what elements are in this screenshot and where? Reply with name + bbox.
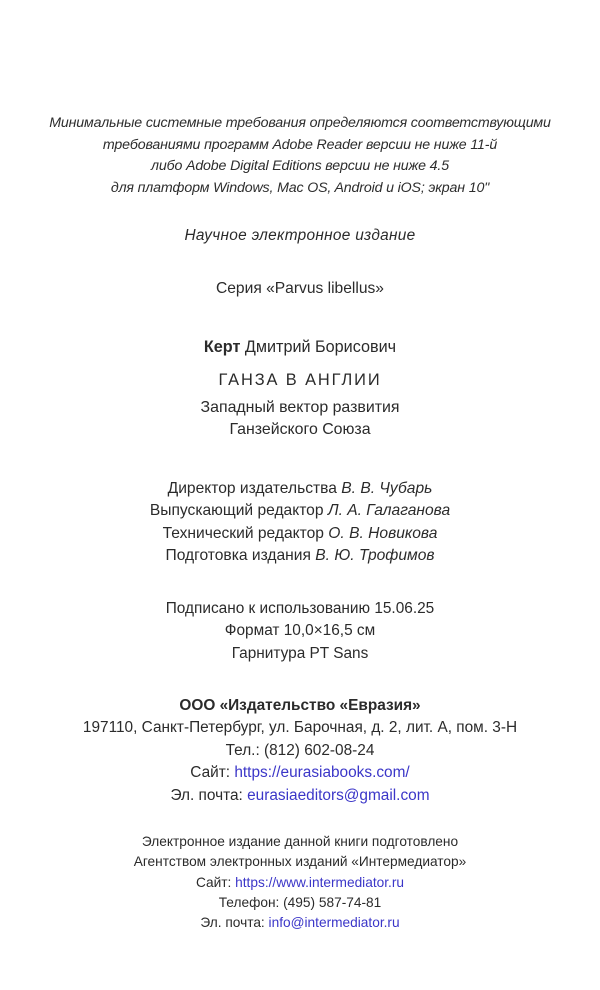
author-line	[0, 336, 600, 359]
producer-phone: Телефон: (495) 587-74-81	[218, 894, 382, 910]
staff-credit-row	[0, 523, 600, 545]
staff-role: Подготовка издания	[165, 547, 316, 565]
system-requirements-line-2: требованиями программ Adobe Reader версии не ниже 11-й	[102, 136, 498, 153]
publisher-email-label: Эл. почта:	[170, 786, 248, 804]
system-requirements-line-4: для платформ Windows, Mac OS, Android и iOS; экран 10"	[110, 179, 490, 196]
producer-site-link[interactable]: https://www.intermediator.ru	[235, 874, 405, 890]
series-name	[0, 278, 600, 300]
format-value: Формат 10,0×16,5 см	[224, 622, 376, 640]
signed-date-row	[0, 598, 600, 620]
staff-credit-row	[0, 478, 600, 500]
publisher-site-row	[0, 762, 600, 784]
publisher-block	[0, 695, 600, 807]
book-subtitle	[0, 397, 600, 440]
system-requirements-line-1: Минимальные системные требования определяются соответствующими	[49, 115, 551, 131]
producer-intro-line-1: Электронное издание данной книги подготовлено	[141, 834, 459, 849]
author-name	[0, 336, 600, 359]
staff-person: О. В. Новикова	[328, 524, 438, 542]
producer-site-label: Сайт:	[195, 874, 236, 890]
system-requirements-line-3: либо Adobe Digital Editions версии не ниже 4.5	[151, 158, 449, 174]
edition-type-label: Научное электронное издание	[184, 227, 416, 244]
publisher-site-link[interactable]: https://eurasiabooks.com/	[234, 764, 410, 782]
system-requirements-block	[0, 113, 600, 199]
producer-email-row	[0, 913, 600, 933]
staff-credit-row	[0, 545, 600, 567]
publisher-email-link[interactable]: eurasiaeditors@gmail.com	[247, 786, 430, 804]
publisher-name: ООО «Издательство «Евразия»	[179, 697, 421, 714]
staff-person: В. Ю. Трофимов	[315, 547, 435, 565]
production-info-block	[0, 598, 600, 665]
staff-credits-block	[0, 478, 600, 568]
producer-site-row	[0, 873, 600, 893]
publisher-phone: Тел.: (812) 602-08-24	[225, 741, 375, 759]
book-subtitle-line-1: Западный вектор развития	[200, 399, 400, 416]
staff-role: Выпускающий редактор	[149, 502, 328, 520]
publisher-email-row	[0, 785, 600, 807]
author-given-names: Дмитрий Борисович	[240, 338, 397, 356]
producer-email-label: Эл. почта:	[200, 915, 269, 931]
typeface-value: Гарнитура PT Sans	[231, 644, 369, 662]
series-label: Серия «Parvus libellus»	[216, 280, 384, 297]
edition-type	[0, 225, 600, 247]
book-title-text: ГАНЗА В АНГЛИИ	[218, 371, 382, 389]
staff-role: Технический редактор	[162, 524, 329, 542]
staff-credit-row	[0, 500, 600, 522]
staff-person: В. В. Чубарь	[341, 480, 433, 497]
publisher-site-label: Сайт:	[190, 764, 235, 782]
producer-email-link[interactable]: info@intermediator.ru	[268, 915, 400, 931]
producer-intro-line-2: Агентством электронных изданий «Интермедиатор»	[133, 854, 467, 870]
page-title	[0, 368, 600, 392]
book-subtitle-line-2: Ганзейского Союза	[229, 420, 371, 438]
staff-role: Директор издательства	[167, 480, 342, 497]
producer-block	[0, 832, 600, 933]
author-surname: Керт	[203, 338, 241, 356]
staff-person: Л. А. Галаганова	[327, 502, 451, 520]
publisher-address: 197110, Санкт-Петербург, ул. Барочная, д. 2, лит. А, пом. 3-Н	[82, 719, 518, 737]
signed-date-label: Подписано к использованию	[165, 600, 375, 617]
signed-date-value: 15.06.25	[374, 600, 435, 617]
